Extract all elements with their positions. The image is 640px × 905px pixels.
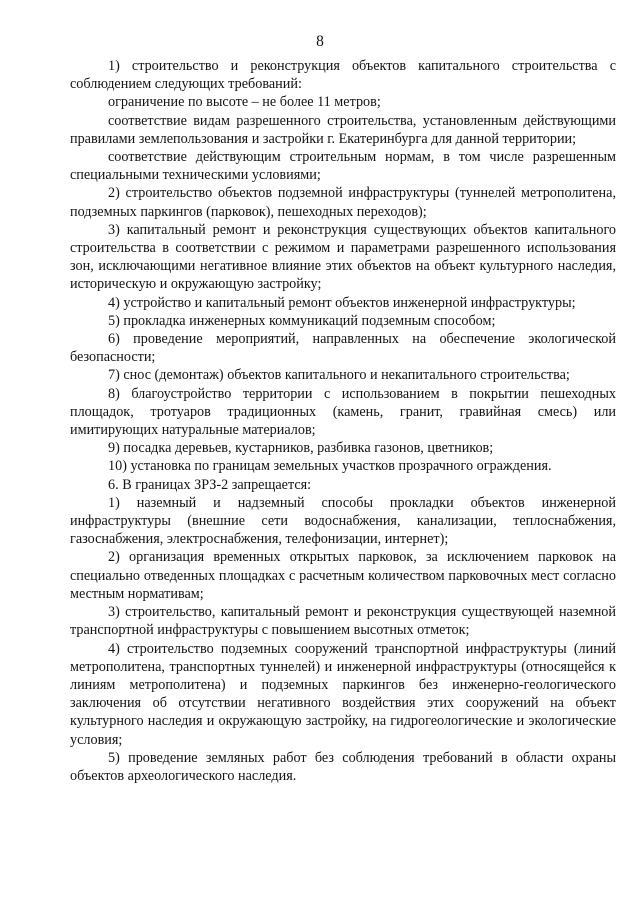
document-body [70, 57, 616, 785]
paragraph: ограничение по высоте – не более 11 метров; [108, 94, 381, 111]
paragraph: 3) строительство, капитальный ремонт и реконструкция существующей наземной транспортной инфраструктуры с повышением высотных отметок; [70, 604, 616, 639]
paragraph: соответствие действующим строительным нормам, в том числе разрешенным специальными техническими условиями; [70, 149, 616, 184]
paragraph: 1) наземный и надземный способы прокладки объектов инженерной инфраструктуры (внешние сети водоснабжения, канализации, теплоснабжения, газоснабжения, электроснабжения, телефонизации, интернет); [70, 494, 616, 548]
page-number: 8 [316, 33, 324, 50]
paragraph: соответствие видам разрешенного строительства, установленным действующими правилами землепользования и застройки г. Екатеринбурга для данной территории; [70, 112, 616, 147]
paragraph: 2) строительство объектов подземной инфраструктуры (туннелей метрополитена, подземных паркингов (парковок), пешеходных переходов); [70, 185, 616, 220]
paragraph: 7) снос (демонтаж) объектов капитального и некапитального строительства; [108, 367, 570, 384]
paragraph: 8) благоустройство территории с использованием в покрытии пешеходных площадок, тротуаров традиционных (камень, гранит, гравийная смесь) или имитирующих натуральные материалов; [70, 385, 616, 439]
paragraph: 10) установка по границам земельных участков прозрачного ограждения. [108, 458, 552, 475]
paragraph: 4) устройство и капитальный ремонт объектов инженерной инфраструктуры; [108, 294, 576, 311]
paragraph: 6) проведение мероприятий, направленных на обеспечение экологической безопасности; [70, 331, 616, 366]
paragraph: 2) организация временных открытых парковок, за исключением парковок на специально отведенных площадках с расчетным количеством парковочных мест согласно местным нормативам; [70, 549, 616, 602]
paragraph: 3) капитальный ремонт и реконструкция существующих объектов капитального строительства в соответствии с режимом и параметрами разрешенного использования зон, исключающими негативное влияние этих объектов на объект культурного наследия, историческую и окружающую застройку; [70, 221, 616, 293]
paragraph: 4) строительство подземных сооружений транспортной инфраструктуры (линий метрополитена, транспортных туннелей) и инженерной инфраструктуры (относящейся к линиям метрополитена) и подземных паркингов без инженерно-геологического заключения об отсутствии негативного воздействия этих сооружений на объект культурного наследия и окружающую застройку, на гидрогеологические и экологические условия; [70, 640, 616, 748]
paragraph: 9) посадка деревьев, кустарников, разбивка газонов, цветников; [108, 440, 494, 457]
section-heading: 6. В границах ЗРЗ-2 запрещается: [108, 476, 312, 493]
paragraph: 5) прокладка инженерных коммуникаций подземным способом; [108, 312, 496, 329]
paragraph: 1) строительство и реконструкция объектов капитального строительства с соблюдением следующих требований: [70, 58, 616, 93]
paragraph: 5) проведение земляных работ без соблюдения требований в области охраны объектов археологического наследия. [70, 749, 616, 784]
